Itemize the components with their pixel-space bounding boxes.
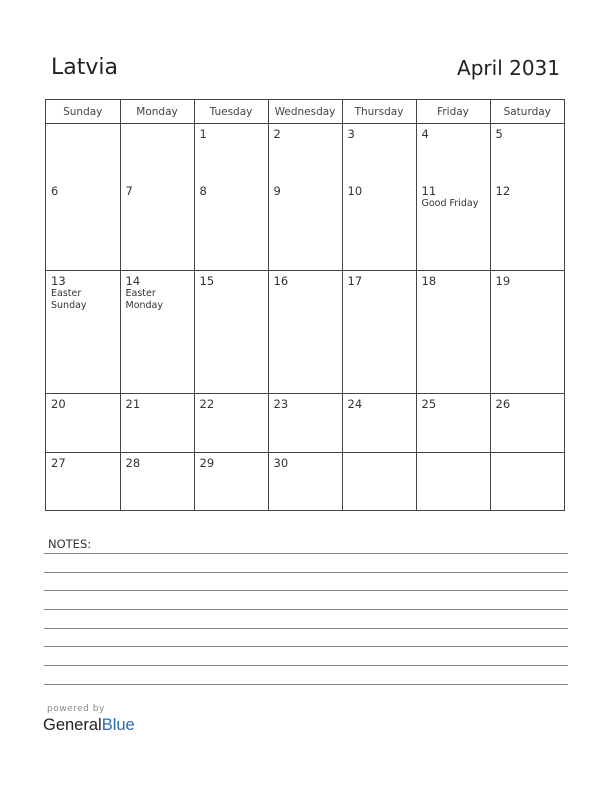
day-number: 1	[199, 127, 207, 141]
day-cell	[194, 394, 268, 453]
day-number: 17	[347, 274, 363, 289]
notes-line	[44, 665, 568, 666]
generalblue-logo	[43, 716, 135, 735]
holiday-label: Easter	[125, 288, 156, 300]
day-cell	[416, 394, 490, 453]
day-number: 28	[125, 455, 141, 470]
day-cell	[120, 181, 194, 271]
week-row	[46, 394, 564, 453]
holiday-label: Good Friday	[421, 198, 479, 209]
day-cell	[120, 394, 194, 453]
day-cell	[268, 271, 342, 394]
weekday-header: Friday	[416, 100, 490, 124]
weekday-header: Wednesday	[268, 100, 342, 124]
day-number: 25	[421, 397, 437, 412]
day-number: 22	[199, 397, 215, 412]
day-cell	[490, 394, 564, 453]
day-number: 24	[347, 397, 363, 412]
day-number: 3	[347, 127, 355, 141]
weekday-header: Sunday	[46, 100, 120, 124]
day-cell	[120, 271, 194, 394]
weekday-header: Tuesday	[194, 100, 268, 124]
week-row	[46, 181, 564, 271]
holiday-label: Sunday	[51, 300, 87, 312]
day-cell	[490, 124, 564, 182]
day-cell	[416, 124, 490, 182]
notes-line	[44, 590, 568, 591]
day-number: 10	[347, 184, 363, 198]
day-number: 29	[199, 455, 215, 470]
day-cell	[120, 452, 194, 510]
day-cell	[342, 452, 416, 510]
day-number: 9	[273, 184, 281, 198]
week-row	[46, 452, 564, 510]
day-cell	[46, 271, 120, 394]
notes-line	[44, 572, 568, 573]
day-cell	[46, 394, 120, 453]
calendar-grid	[45, 99, 565, 511]
day-number: 21	[125, 397, 141, 412]
notes-line	[44, 646, 568, 647]
day-cell	[268, 181, 342, 271]
day-cell	[194, 271, 268, 394]
day-number: 16	[273, 274, 289, 289]
notes-line	[44, 609, 568, 610]
day-number: 23	[273, 397, 289, 412]
weekday-header-row	[46, 100, 564, 124]
day-cell	[416, 452, 490, 510]
day-number: 14	[125, 274, 141, 289]
day-cell	[342, 394, 416, 453]
day-cell	[342, 124, 416, 182]
day-number: 8	[199, 184, 207, 198]
day-cell	[342, 271, 416, 394]
day-cell	[194, 124, 268, 182]
day-number: 27	[51, 455, 66, 470]
day-cell	[46, 452, 120, 510]
day-cell	[268, 394, 342, 453]
day-number: 26	[495, 397, 511, 412]
weekday-header: Thursday	[342, 100, 416, 124]
day-cell	[194, 452, 268, 510]
day-cell	[490, 452, 564, 510]
day-cell	[268, 452, 342, 510]
day-number: 18	[421, 274, 437, 289]
day-cell	[416, 181, 490, 271]
day-cell	[46, 124, 120, 182]
notes-label: NOTES:	[48, 537, 92, 551]
country-title: Latvia	[51, 55, 118, 80]
day-number: 15	[199, 274, 215, 289]
notes-line	[44, 628, 568, 629]
powered-by-text: powered by	[47, 704, 105, 714]
week-row	[46, 124, 564, 182]
day-cell	[194, 181, 268, 271]
day-cell	[342, 181, 416, 271]
day-number: 11	[421, 184, 437, 198]
day-cell	[490, 271, 564, 394]
notes-line	[44, 684, 568, 685]
holiday-label: Easter	[51, 288, 82, 300]
holiday-label: Monday	[125, 300, 164, 312]
day-number: 20	[51, 397, 66, 412]
day-cell	[46, 181, 120, 271]
day-cell	[120, 124, 194, 182]
day-number: 2	[273, 127, 281, 141]
weekday-header: Saturday	[490, 100, 564, 124]
week-row	[46, 271, 564, 394]
day-number: 12	[495, 184, 511, 198]
day-number: 30	[273, 455, 289, 470]
day-number: 6	[51, 184, 59, 198]
day-number: 7	[125, 184, 133, 198]
brand-general: General	[43, 716, 102, 734]
brand-blue: Blue	[101, 716, 135, 734]
day-number: 5	[495, 127, 503, 141]
day-cell	[416, 271, 490, 394]
day-cell	[268, 124, 342, 182]
day-number: 19	[495, 274, 511, 289]
notes-line	[44, 553, 568, 554]
day-cell	[490, 181, 564, 271]
month-year-title: April 2031	[457, 56, 560, 80]
day-number: 4	[421, 127, 429, 141]
weekday-header: Monday	[120, 100, 194, 124]
day-number: 13	[51, 274, 66, 289]
